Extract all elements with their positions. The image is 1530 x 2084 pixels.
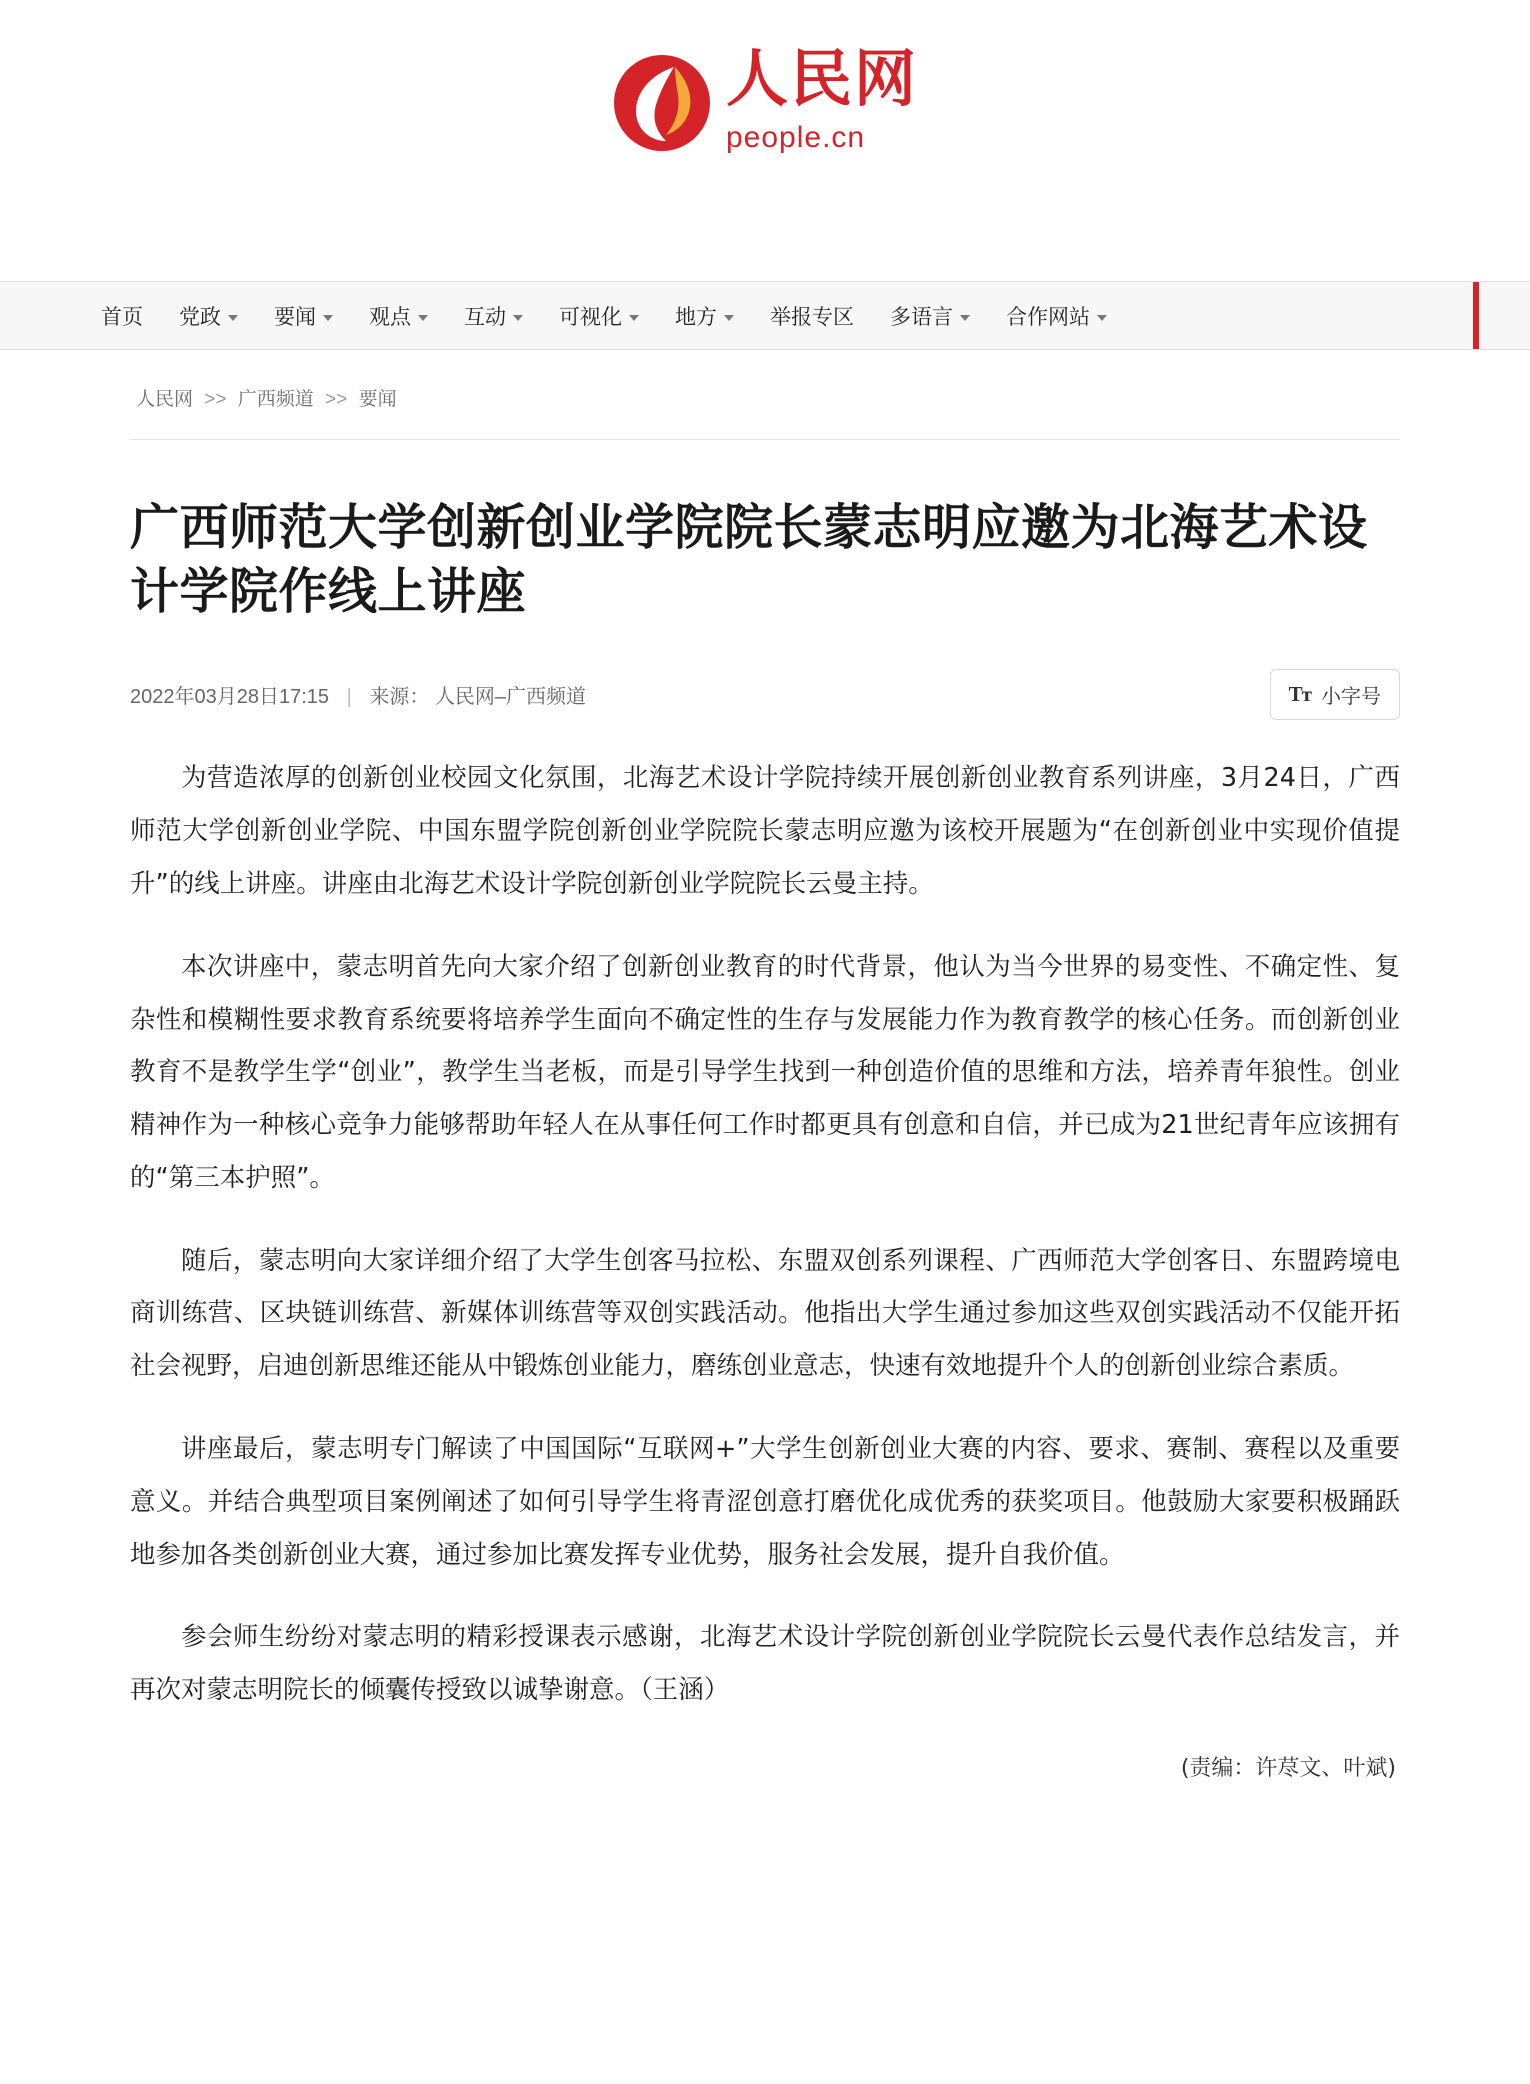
nav-accent-bar — [1473, 282, 1479, 349]
page-content — [130, 350, 1400, 1822]
source-label: 来源： — [369, 686, 430, 709]
nav-item-label: 多语言 — [890, 305, 953, 329]
publish-datetime: 2022年03月28日17:15 — [130, 686, 330, 709]
font-size-button[interactable] — [1270, 669, 1400, 720]
logo-domain: people.cn — [725, 121, 866, 154]
breadcrumb-item-people[interactable]: 人民网 — [136, 389, 194, 410]
breadcrumb — [130, 350, 1400, 440]
breadcrumb-separator: >> — [204, 389, 227, 410]
nav-item-label: 党政 — [179, 305, 221, 329]
article-meta — [130, 669, 1400, 726]
nav-item-guandian[interactable] — [369, 301, 428, 331]
chevron-down-icon — [418, 315, 428, 321]
text-size-icon: Tᴛ — [1288, 682, 1311, 707]
nav-item-dangzheng[interactable] — [179, 301, 238, 331]
article-paragraph: 随后，蒙志明向大家详细介绍了大学生创客马拉松、东盟双创系列课程、广西师范大学创客日、东盟跨境电商训练营、区块链训练营、新媒体训练营等双创实践活动。他指出大学生通过参加这些双创实践活动不仅能开拓社会视野，启迪创新思维还能从中锻炼创业能力，磨练创业意志，快速有效地提升个人的创新创业综合素质。 — [130, 1245, 1400, 1382]
breadcrumb-separator: >> — [325, 389, 348, 410]
editor-credit: (责编：许荩文、叶斌) — [1180, 1755, 1396, 1781]
people-cn-logo-icon — [612, 53, 712, 153]
article-paragraph: 本次讲座中，蒙志明首先向大家介绍了创新创业教育的时代背景，他认为当今世界的易变性、不确定性、复杂性和模糊性要求教育系统要将培养学生面向不确定性的生存与发展能力作为教育教学的核心任务。而创新创业教育不是教学生学“创业”，教学生当老板，而是引导学生找到一种创造价值的思维和方法，培养青年狼性。创业精神作为一种核心竞争力能够帮助年轻人在从事任何工作时都更具有创意和自信，并已成为21世纪青年应该拥有的“第三本护照”。 — [130, 951, 1400, 1193]
nav-item-label: 观点 — [369, 305, 411, 329]
nav-item-difang[interactable] — [675, 301, 734, 331]
nav-item-label: 合作网站 — [1006, 305, 1090, 329]
nav-item-keshihua[interactable] — [559, 301, 639, 331]
chevron-down-icon — [724, 315, 734, 321]
nav-item-label: 首页 — [101, 305, 143, 329]
main-navigation — [0, 282, 1530, 350]
article-meta-left — [130, 680, 586, 709]
site-header — [0, 0, 1530, 282]
chevron-down-icon — [323, 315, 333, 321]
chevron-down-icon — [1097, 315, 1107, 321]
chevron-down-icon — [629, 315, 639, 321]
article-paragraph: 讲座最后，蒙志明专门解读了中国国际“互联网+”大学生创新创业大赛的内容、要求、赛制、赛程以及重要意义。并结合典型项目案例阐述了如何引导学生将青涩创意打磨优化成优秀的获奖项目。他鼓励大家要积极踊跃地参加各类创新创业大赛，通过参加比赛发挥专业优势，服务社会发展，提升自我价值。 — [130, 1433, 1400, 1570]
nav-item-label: 地方 — [675, 305, 717, 329]
chevron-down-icon — [513, 315, 523, 321]
breadcrumb-item-yaowen[interactable]: 要闻 — [358, 389, 397, 410]
nav-items-container — [75, 282, 1455, 349]
font-size-label: 小字号 — [1321, 686, 1381, 709]
chevron-down-icon — [228, 315, 238, 321]
nav-item-label: 互动 — [464, 305, 506, 329]
nav-item-jubaozhuanqu[interactable] — [770, 301, 854, 331]
article-paragraph: 参会师生纷纷对蒙志明的精彩授课表示感谢，北海艺术设计学院创新创业学院院长云曼代表作总结发言，并再次对蒙志明院长的倾囊传授致以诚挚谢意。（王涵） — [130, 1622, 1400, 1706]
chevron-down-icon — [960, 315, 970, 321]
nav-item-label: 可视化 — [559, 305, 622, 329]
nav-item-hezuowangzhan[interactable] — [1006, 301, 1107, 331]
nav-item-label: 举报专区 — [770, 305, 854, 329]
meta-divider: | — [346, 686, 352, 709]
nav-item-duoyuyan[interactable] — [890, 301, 970, 331]
page-title: 广西师范大学创新创业学院院长蒙志明应邀为北海艺术设计学院作线上讲座 — [130, 499, 1368, 620]
nav-item-home[interactable] — [101, 301, 143, 331]
article-body — [130, 752, 1400, 1717]
breadcrumb-item-guangxi[interactable]: 广西频道 — [237, 389, 314, 410]
logo-chinese-name: 人民网 — [725, 42, 919, 115]
nav-item-hudong[interactable] — [464, 301, 523, 331]
source-name: 人民网–广西频道 — [434, 686, 587, 709]
article-paragraph: 为营造浓厚的创新创业校园文化氛围，北海艺术设计学院持续开展创新创业教育系列讲座，3月24日，广西师范大学创新创业学院、中国东盟学院创新创业学院院长蒙志明应邀为该校开展题为“在创新创业中实现价值提升”的线上讲座。讲座由北海艺术设计学院创新创业学院院长云曼主持。 — [130, 763, 1400, 899]
nav-item-yaowen[interactable] — [274, 301, 333, 331]
site-logo[interactable] — [612, 42, 919, 157]
logo-text — [725, 42, 919, 157]
nav-item-label: 要闻 — [274, 305, 316, 329]
